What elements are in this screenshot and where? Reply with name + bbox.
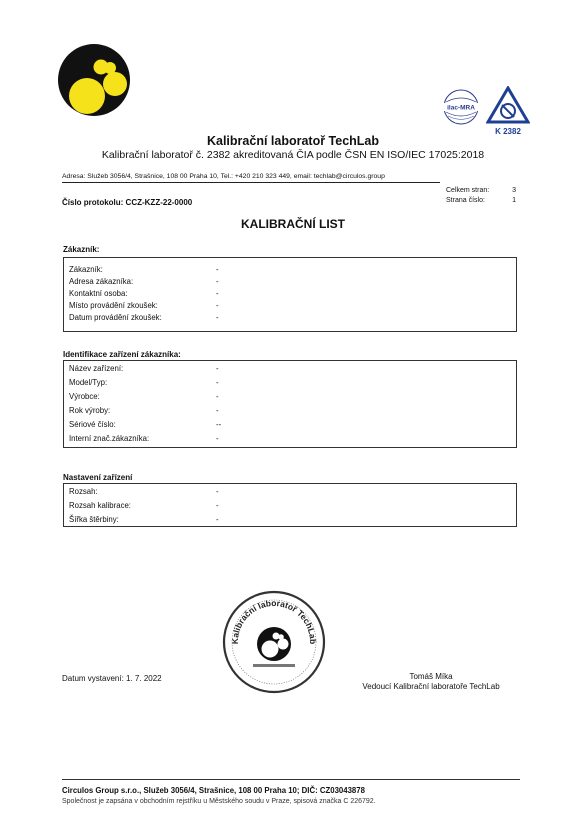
field-value: - xyxy=(216,313,219,322)
field-label: Šířka štěrbiny: xyxy=(69,515,119,524)
lab-subtitle: Kalibrační laboratoř č. 2382 akreditovaná ČIA podle ČSN EN ISO/IEC 17025:2018 xyxy=(101,149,485,161)
field-value: - xyxy=(216,392,219,401)
customer-box xyxy=(63,257,517,332)
total-pages-value: 3 xyxy=(512,187,516,194)
signer-name: Tomáš Míka xyxy=(409,672,453,681)
lab-address: Adresa: Služeb 3056/4, Strašnice, 108 00 Praha 10, Tel.: +420 210 323 449, email: techlab@circulos.group xyxy=(62,173,385,180)
signer-role: Vedoucí Kalibrační laboratoře TechLab xyxy=(362,682,500,691)
field-label: Místo provádění zkoušek: xyxy=(69,301,158,310)
field-label: Datum provádění zkoušek: xyxy=(69,313,162,322)
device-heading: Identifikace zařízení zákazníka: xyxy=(63,350,181,359)
svg-text:K 2382: K 2382 xyxy=(495,127,521,136)
field-label: Interní znač.zákazníka: xyxy=(69,434,150,443)
signer xyxy=(342,672,520,692)
field-value: - xyxy=(216,515,219,524)
field-value: -- xyxy=(216,420,222,429)
device-box xyxy=(63,360,517,448)
page-number-label: Strana číslo: xyxy=(446,197,485,204)
customer-heading: Zákazník: xyxy=(63,245,100,254)
field-label: Výrobce: xyxy=(69,392,100,401)
field-label: Sériové číslo: xyxy=(69,420,116,429)
field-label: Kontaktní osoba: xyxy=(69,289,128,298)
field-value: - xyxy=(216,265,219,274)
lab-title: Kalibrační laboratoř TechLab xyxy=(206,134,380,148)
field-value: - xyxy=(216,487,219,496)
page-number-value: 1 xyxy=(512,197,516,204)
field-value: - xyxy=(216,289,219,298)
total-pages-label: Celkem stran: xyxy=(446,187,490,194)
issue-date: Datum vystavení: 1. 7. 2022 xyxy=(62,674,162,683)
footer-registry: Společnost je zapsána v obchodním rejstříku u Městského soudu v Praze, spisová značka C 226792. xyxy=(62,798,376,805)
field-label: Rok výroby: xyxy=(69,406,111,415)
settings-heading: Nastavení zařízení xyxy=(63,473,133,482)
field-value: - xyxy=(216,501,219,510)
document-title: KALIBRAČNÍ LIST xyxy=(241,217,345,231)
field-label: Adresa zákazníka: xyxy=(69,277,134,286)
field-value: - xyxy=(216,277,219,286)
field-value: - xyxy=(216,434,219,443)
field-value: - xyxy=(216,364,219,373)
field-label: Rozsah: xyxy=(69,487,98,496)
field-value: - xyxy=(216,406,219,415)
field-label: Název zařízení: xyxy=(69,364,124,373)
cia-logo xyxy=(486,86,530,136)
lab-stamp xyxy=(220,588,328,696)
divider xyxy=(62,182,440,183)
circulos-logo xyxy=(54,44,134,116)
settings-box xyxy=(63,483,517,527)
page-count xyxy=(446,187,516,207)
field-value: - xyxy=(216,301,219,310)
svg-text:ilac-MRA: ilac-MRA xyxy=(447,104,475,112)
ilac-mra-logo xyxy=(440,88,482,126)
svg-text:Kalibrační laboratoř TechLab: Kalibrační laboratoř TechLab xyxy=(229,597,319,645)
footer-company: Circulos Group s.r.o., Služeb 3056/4, Strašnice, 108 00 Praha 10; DIČ: CZ03043878 xyxy=(62,786,365,795)
field-label: Rozsah kalibrace: xyxy=(69,501,131,510)
field-label: Model/Typ: xyxy=(69,378,108,387)
footer-divider xyxy=(62,779,520,780)
protocol-number: Číslo protokolu: CCZ-KZZ-22-0000 xyxy=(62,198,193,207)
field-label: Zákazník: xyxy=(69,265,103,274)
field-value: - xyxy=(216,378,219,387)
